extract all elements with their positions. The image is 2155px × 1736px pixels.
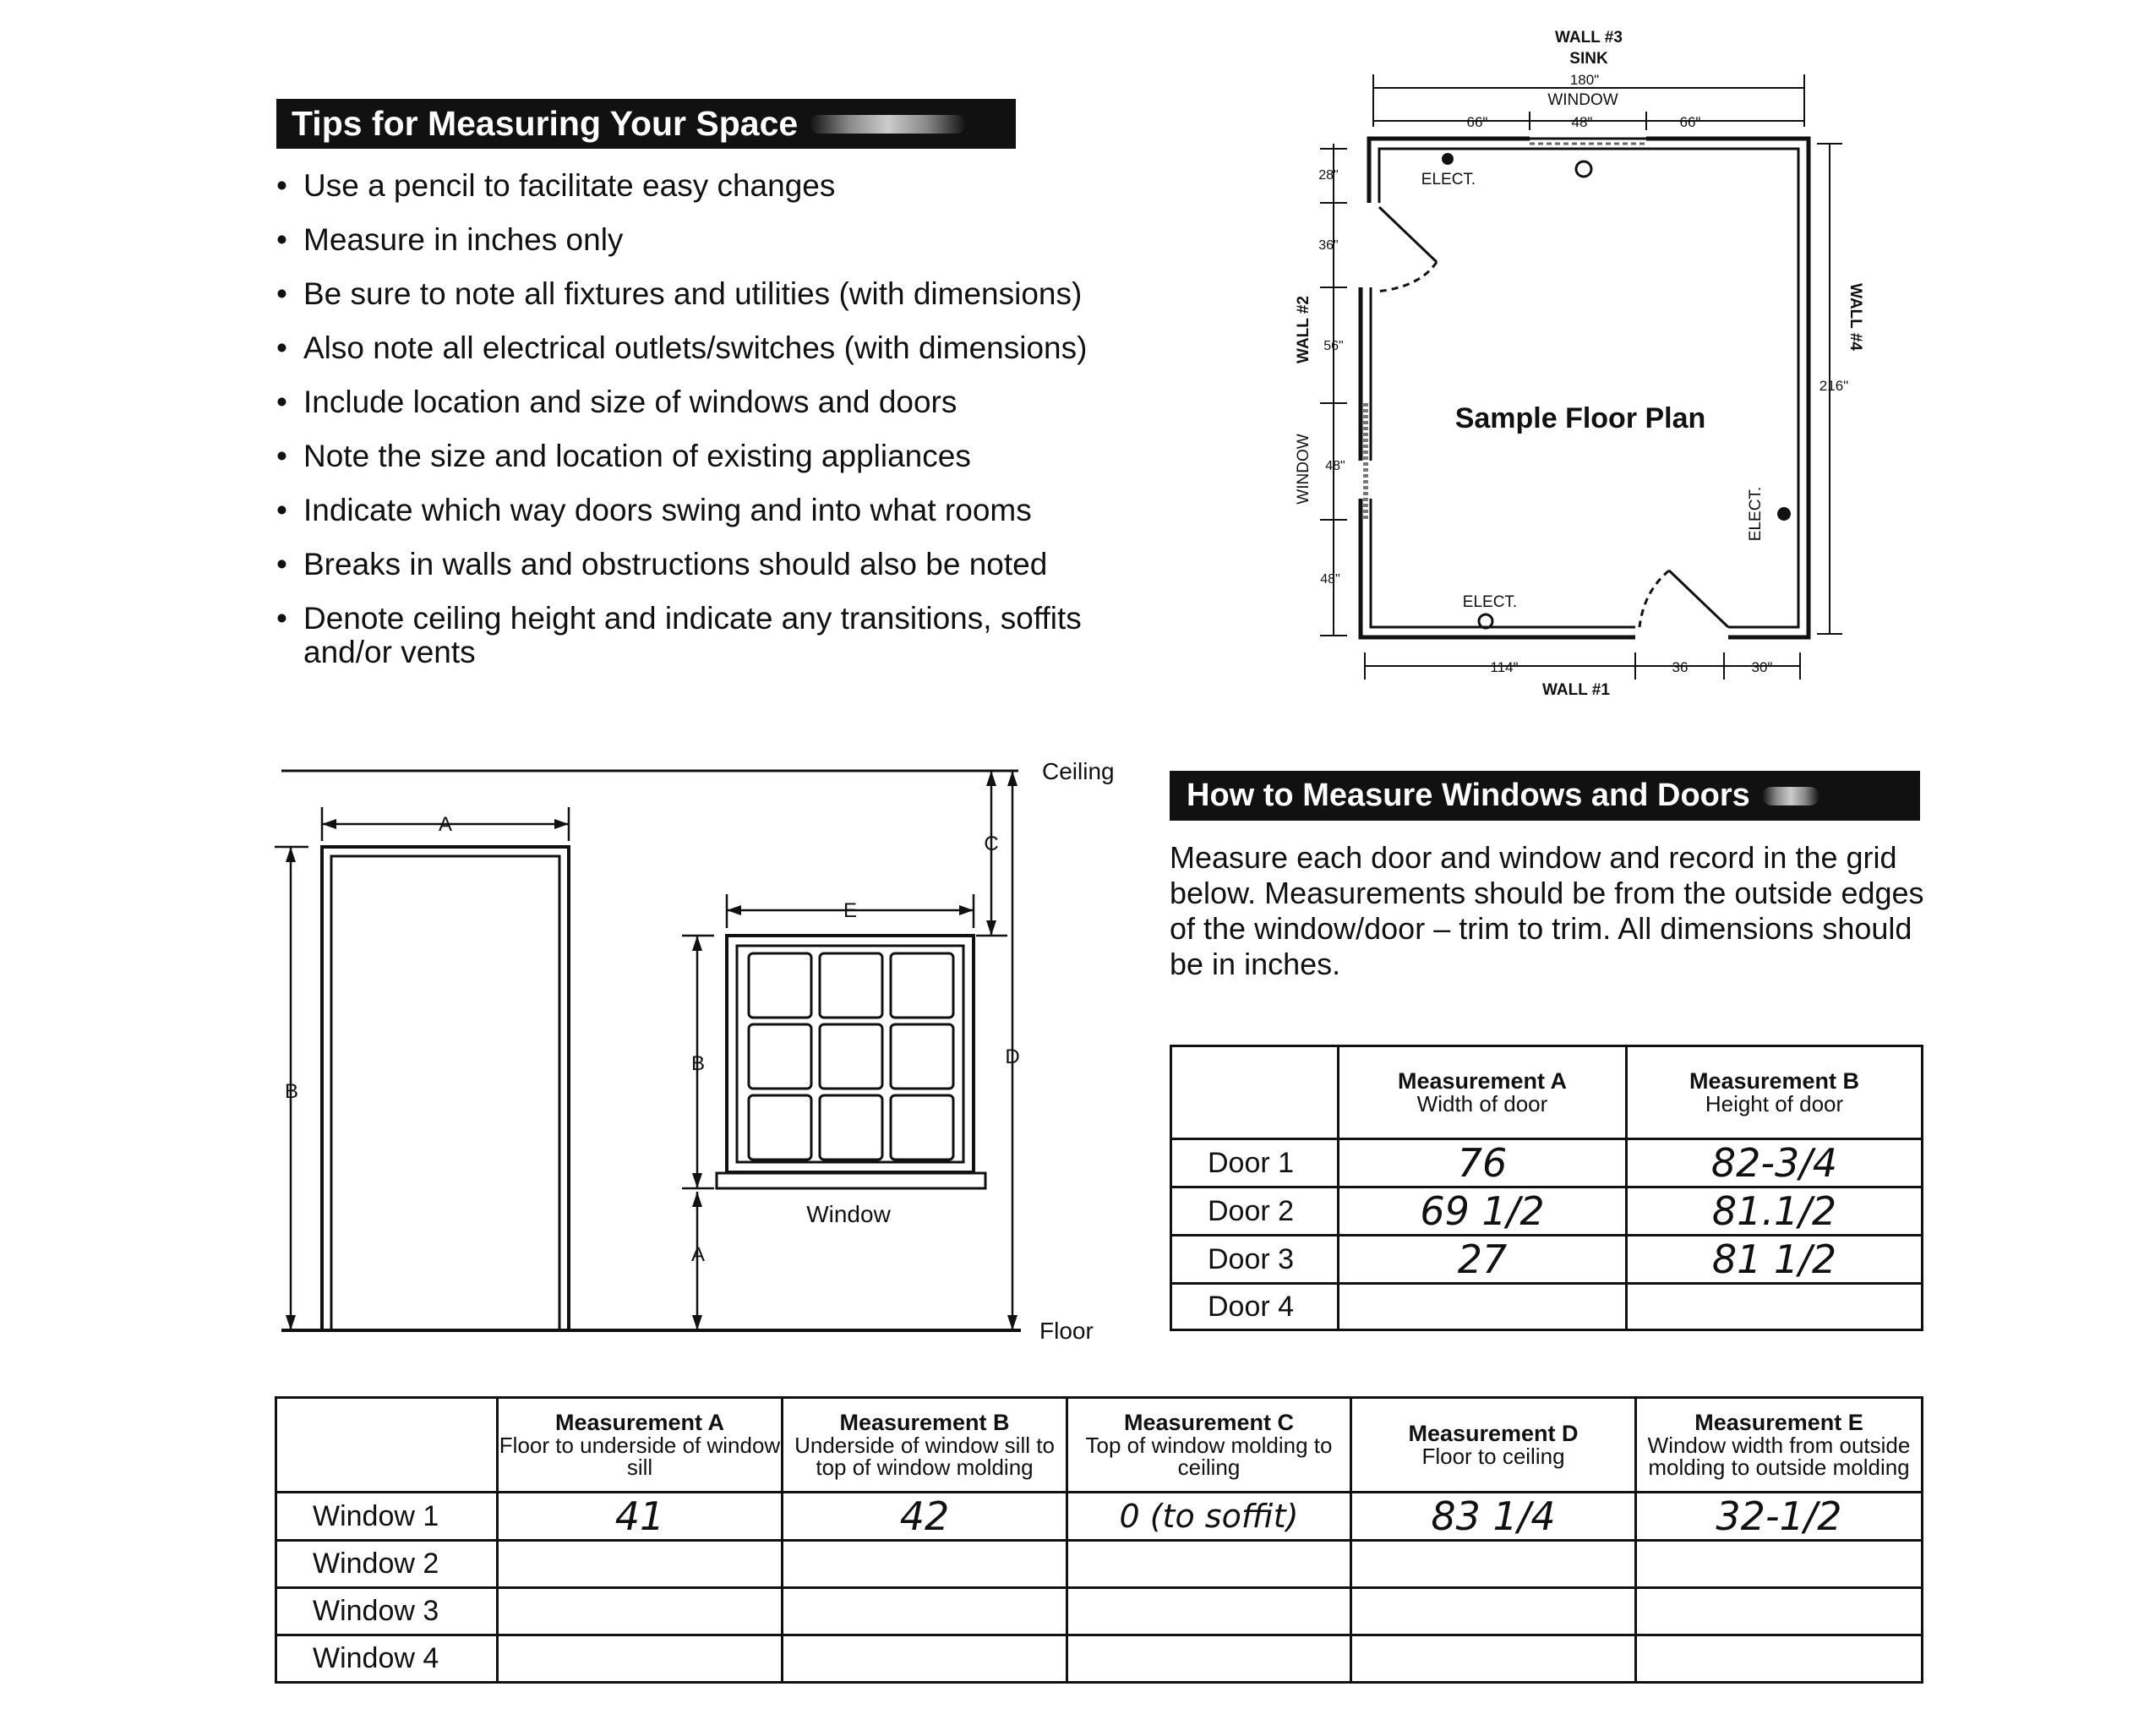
- row-label: Door 2: [1171, 1187, 1339, 1236]
- column-header-title: Measurement C: [1123, 1410, 1295, 1435]
- tip-item: • Indicate which way doors swing and into what rooms: [276, 494, 1164, 527]
- outlet-icon: [1442, 153, 1454, 165]
- row-label: Door 1: [1171, 1139, 1339, 1187]
- how-to-measure-title: [1170, 771, 1920, 821]
- table-row: [1171, 1139, 1923, 1187]
- elect-label: ELECT.: [1462, 593, 1518, 611]
- column-header-title: Measurement A: [1397, 1068, 1568, 1094]
- doors-measurement-table: [1170, 1045, 1923, 1331]
- column-header-subtitle: Top of window molding to ceiling: [1085, 1433, 1333, 1480]
- wall2-window-label: WINDOW: [1295, 434, 1312, 505]
- column-header-measurement-a: [498, 1398, 783, 1493]
- row-label: Window 3: [276, 1588, 498, 1635]
- row-label: Door 4: [1171, 1284, 1339, 1330]
- how-to-measure-instructions: Measure each door and window and record in the grid below. Measurements should be from the outside edges of the window/door – trim to trim. All dimensions should be in inches.: [1170, 840, 1924, 981]
- banner-swoosh-graphic: [1762, 787, 1819, 805]
- window-measurement-c-field[interactable]: [1067, 1635, 1351, 1683]
- dimension-d-label: D: [1005, 1045, 1020, 1068]
- table-row: [1171, 1284, 1923, 1330]
- wall4-total-dimension: 216": [1819, 378, 1849, 394]
- floor-label: Floor: [1039, 1318, 1094, 1344]
- window-dimension-a-label: A: [690, 1243, 706, 1266]
- wall3-total-dimension: 180": [1569, 72, 1600, 88]
- wall2-seg2-dimension: 36": [1318, 238, 1339, 253]
- column-header-measurement-b: [783, 1398, 1067, 1493]
- sample-floor-plan: [0, 0, 2155, 727]
- window-measurement-d-field[interactable]: [1351, 1635, 1636, 1683]
- column-header-measurement-e: [1636, 1398, 1923, 1493]
- window-measurement-c-field[interactable]: [1067, 1541, 1351, 1588]
- window-measurement-e-field[interactable]: [1636, 1541, 1923, 1588]
- column-header-measurement-a: [1339, 1046, 1627, 1139]
- window-measurement-d-field[interactable]: [1351, 1541, 1636, 1588]
- column-header-title: Measurement B: [1689, 1068, 1860, 1094]
- column-header-title: Measurement B: [839, 1410, 1010, 1435]
- door-window-elevation-diagram: [0, 744, 1116, 1352]
- window-measurement-d-field[interactable]: [1351, 1588, 1636, 1635]
- wall3-right-dimension: 66": [1679, 114, 1701, 130]
- column-header-measurement-c: [1067, 1398, 1351, 1493]
- column-header-measurement-b: [1627, 1046, 1923, 1139]
- dimension-c-label: C: [984, 833, 999, 855]
- how-title-text: How to Measure Windows and Doors: [1187, 778, 1750, 813]
- wall1-seg3-dimension: 30": [1751, 659, 1773, 675]
- window-measurement-e-field[interactable]: [1636, 1588, 1923, 1635]
- table-row: [1171, 1187, 1923, 1236]
- door-measurement-a-field[interactable]: 27: [1339, 1236, 1627, 1284]
- column-header-measurement-d: [1351, 1398, 1636, 1493]
- tip-item: • Include location and size of windows and doors: [276, 385, 1164, 419]
- floor-plan-title: Sample Floor Plan: [1454, 402, 1706, 434]
- column-header-title: Measurement D: [1408, 1421, 1579, 1446]
- table-corner-cell: [1171, 1046, 1339, 1139]
- wall2-seg5-dimension: 48": [1320, 572, 1340, 587]
- table-row: [276, 1635, 1923, 1683]
- window-measurement-b-field[interactable]: 42: [783, 1493, 1067, 1541]
- window-measurement-e-field[interactable]: [1636, 1635, 1923, 1683]
- door-dimension-a-label: A: [438, 813, 453, 836]
- window-measurement-c-field[interactable]: [1067, 1588, 1351, 1635]
- window-measurement-e-field[interactable]: 32-1/2: [1636, 1493, 1923, 1541]
- column-header-title: Measurement E: [1694, 1410, 1863, 1435]
- outlet-icon: [1777, 507, 1791, 521]
- window-label: Window: [806, 1201, 891, 1227]
- column-header-subtitle: Height of door: [1705, 1091, 1844, 1116]
- wall1-seg1-dimension: 114": [1490, 659, 1519, 675]
- window-dimension-e-label: E: [843, 899, 858, 922]
- table-row: [276, 1541, 1923, 1588]
- tip-item: • Measure in inches only: [276, 223, 1164, 257]
- row-label: Door 3: [1171, 1236, 1339, 1284]
- table-row: [276, 1588, 1923, 1635]
- tip-item: • Denote ceiling height and indicate any transitions, soffits and/or vents: [276, 602, 1164, 669]
- window-measurement-a-field[interactable]: [498, 1541, 783, 1588]
- table-row: [1171, 1236, 1923, 1284]
- tip-item: • Be sure to note all fixtures and utilities (with dimensions): [276, 277, 1164, 311]
- elect-label: ELECT.: [1747, 486, 1765, 542]
- window-measurement-c-field[interactable]: 0 (to soffit): [1067, 1493, 1351, 1541]
- tips-title-text: Tips for Measuring Your Space: [292, 104, 799, 143]
- sink-label: SINK: [1569, 50, 1608, 68]
- window-measurement-b-field[interactable]: [783, 1635, 1067, 1683]
- wall3-window-dimension: 48": [1571, 114, 1593, 130]
- wall2-seg1-dimension: 28": [1318, 168, 1339, 183]
- wall2-seg3-dimension: 56": [1323, 339, 1344, 353]
- door-measurement-a-field[interactable]: [1339, 1284, 1627, 1330]
- wall3-left-dimension: 66": [1466, 114, 1488, 130]
- wall3-label: WALL #3: [1555, 29, 1623, 46]
- wall2-label: WALL #2: [1295, 296, 1312, 363]
- door-dimension-b-label: B: [284, 1080, 299, 1103]
- column-header-subtitle: Window width from outside molding to outside molding: [1647, 1433, 1911, 1480]
- door-measurement-b-field[interactable]: 82-3/4: [1627, 1139, 1923, 1187]
- windows-measurement-table: [275, 1396, 1923, 1684]
- column-header-title: Measurement A: [554, 1410, 725, 1435]
- column-header-subtitle: Width of door: [1416, 1091, 1548, 1116]
- table-row: [276, 1493, 1923, 1541]
- tip-item: • Use a pencil to facilitate easy changes: [276, 169, 1164, 203]
- door-measurement-b-field[interactable]: 81.1/2: [1627, 1187, 1923, 1236]
- tip-item: • Also note all electrical outlets/switches (with dimensions): [276, 331, 1164, 365]
- wall1-label: WALL #1: [1542, 681, 1610, 699]
- tip-item: • Breaks in walls and obstructions should also be noted: [276, 548, 1164, 581]
- tip-item: • Note the size and location of existing appliances: [276, 439, 1164, 473]
- table-corner-cell: [276, 1398, 498, 1493]
- ceiling-label: Ceiling: [1042, 758, 1115, 784]
- row-label: Window 2: [276, 1541, 498, 1588]
- column-header-subtitle: Underside of window sill to top of window molding: [794, 1433, 1055, 1480]
- door-measurement-b-field[interactable]: [1627, 1284, 1923, 1330]
- door-measurement-b-field[interactable]: 81 1/2: [1627, 1236, 1923, 1284]
- column-header-subtitle: Floor to underside of window sill: [499, 1433, 781, 1480]
- window-measurement-a-field[interactable]: 41: [498, 1493, 783, 1541]
- window-measurement-a-field[interactable]: [498, 1635, 783, 1683]
- window-measurement-d-field[interactable]: 83 1/4: [1351, 1493, 1636, 1541]
- elect-label: ELECT.: [1421, 171, 1476, 188]
- wall4-label: WALL #4: [1847, 283, 1864, 351]
- window-measurement-b-field[interactable]: [783, 1588, 1067, 1635]
- wall3-window-label: WINDOW: [1547, 91, 1618, 109]
- window-dimension-b-label: B: [690, 1052, 706, 1075]
- row-label: Window 1: [276, 1493, 498, 1541]
- window-measurement-b-field[interactable]: [783, 1541, 1067, 1588]
- wall1-seg2-dimension: 36: [1672, 659, 1689, 675]
- door-measurement-a-field[interactable]: 69 1/2: [1339, 1187, 1627, 1236]
- row-label: Window 4: [276, 1635, 498, 1683]
- column-header-subtitle: Floor to ceiling: [1421, 1444, 1565, 1469]
- wall2-seg4-dimension: 48": [1325, 459, 1345, 473]
- sink-icon: [1576, 161, 1591, 177]
- window-measurement-a-field[interactable]: [498, 1588, 783, 1635]
- door-measurement-a-field[interactable]: 76: [1339, 1139, 1627, 1187]
